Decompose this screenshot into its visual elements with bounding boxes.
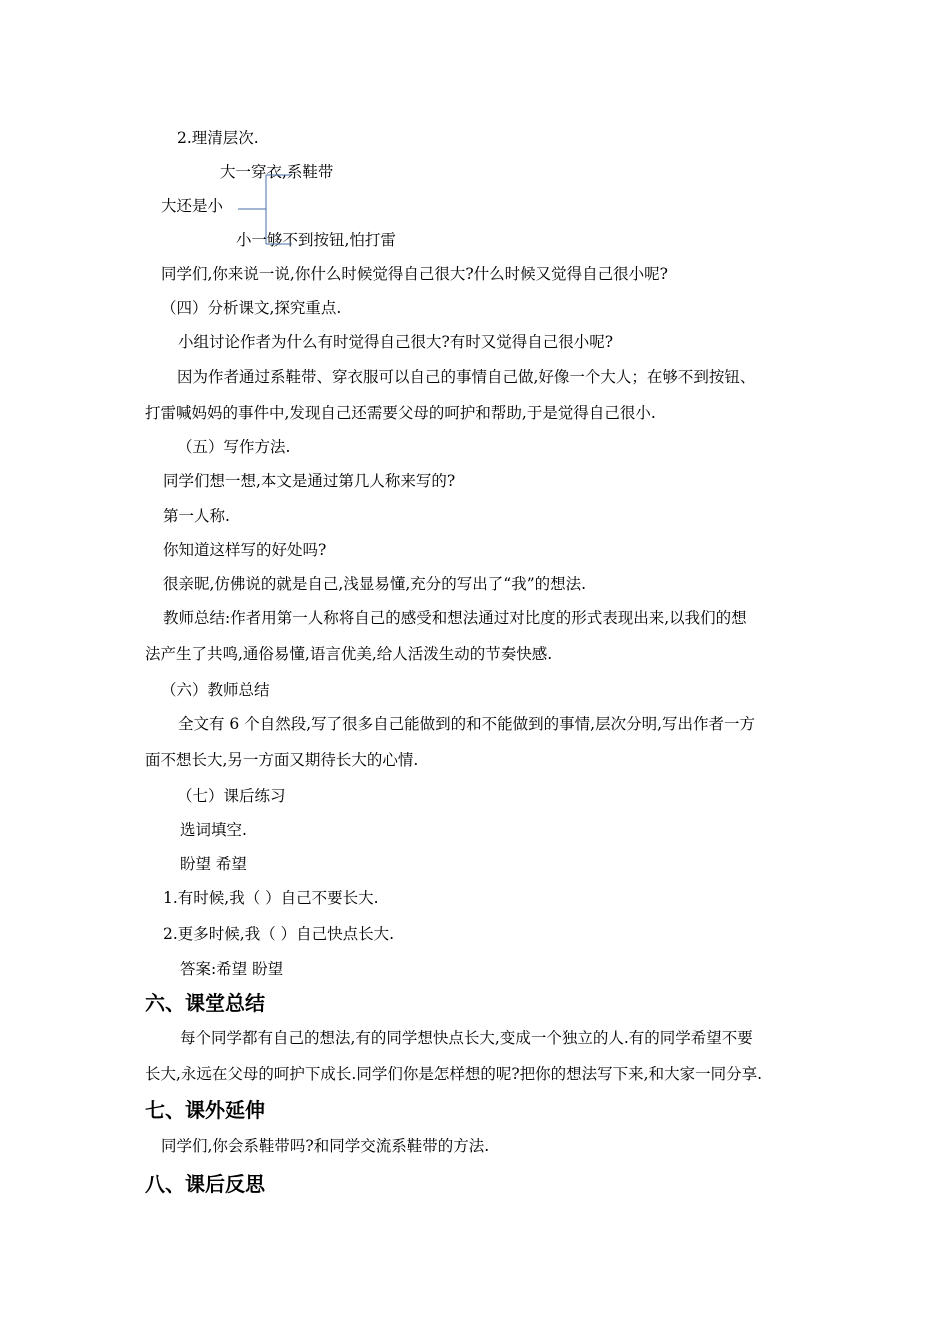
structure-bracket (0, 0, 950, 260)
section5-summary-line2: 法产生了共鸣,通俗易懂,语言优美,给人活泼生动的节奏快感. (145, 645, 553, 663)
section4-title: （四）分析课文,探究重点. (161, 299, 342, 317)
section4-answer-line1: 因为作者通过系鞋带、穿衣服可以自己的事情自己做,好像一个大人；在够不到按钮、 (177, 368, 756, 386)
part6-heading: 六、课堂总结 (145, 991, 265, 1015)
section5-question2: 你知道这样写的好处吗? (163, 541, 327, 559)
structure-root: 大还是小 (161, 197, 224, 215)
part7-heading: 七、课外延伸 (145, 1098, 265, 1122)
section4-discussion: 小组讨论作者为什么有时觉得自己很大?有时又觉得自己很小呢? (178, 333, 614, 351)
section5-summary-line1: 教师总结:作者用第一人称将自己的感受和想法通过对比度的形式表现出来,以我们的想 (163, 609, 747, 627)
section7-title: （七）课后练习 (177, 787, 286, 805)
section7-item2: 2.更多时候,我（ ）自己快点长大. (163, 925, 395, 943)
part6-line1: 每个同学都有自己的想法,有的同学想快点长大,变成一个独立的人.有的同学希望不要 (180, 1029, 753, 1047)
section7-item1: 1.有时候,我（ ）自己不要长大. (163, 889, 379, 907)
section5-question1: 同学们想一想,本文是通过第几人称来写的? (163, 472, 456, 490)
part8-heading: 八、课后反思 (145, 1172, 265, 1196)
section7-words: 盼望 希望 (180, 855, 247, 873)
section6-line1: 全文有 6 个自然段,写了很多自己能做到的和不能做到的事情,层次分明,写出作者一方 (178, 715, 755, 733)
section6-title: （六）教师总结 (161, 681, 270, 699)
structure-bottom-branch: 小一够不到按钮,怕打雷 (236, 231, 396, 249)
section6-line2: 面不想长大,另一方面又期待长大的心情. (145, 751, 419, 769)
section5-title: （五）写作方法. (177, 438, 291, 456)
structure-top-branch: 大一穿衣,系鞋带 (220, 163, 334, 181)
question-text: 同学们,你来说一说,你什么时候觉得自己很大?什么时候又觉得自己很小呢? (161, 265, 668, 283)
section5-answer2: 很亲昵,仿佛说的就是自己,浅显易懂,充分的写出了“我”的想法. (163, 575, 587, 593)
structure-heading: 2.理清层次. (177, 129, 259, 147)
section7-answer: 答案:希望 盼望 (180, 960, 284, 978)
section5-answer1: 第一人称. (163, 507, 230, 525)
part6-line2: 长大,永远在父母的呵护下成长.同学们你是怎样想的呢?把你的想法写下来,和大家一同分享. (145, 1065, 763, 1083)
section4-answer-line2: 打雷喊妈妈的事件中,发现自己还需要父母的呵护和帮助,于是觉得自己很小. (145, 404, 656, 422)
section7-instruction: 选词填空. (180, 821, 247, 839)
part7-line1: 同学们,你会系鞋带吗?和同学交流系鞋带的方法. (161, 1137, 490, 1155)
